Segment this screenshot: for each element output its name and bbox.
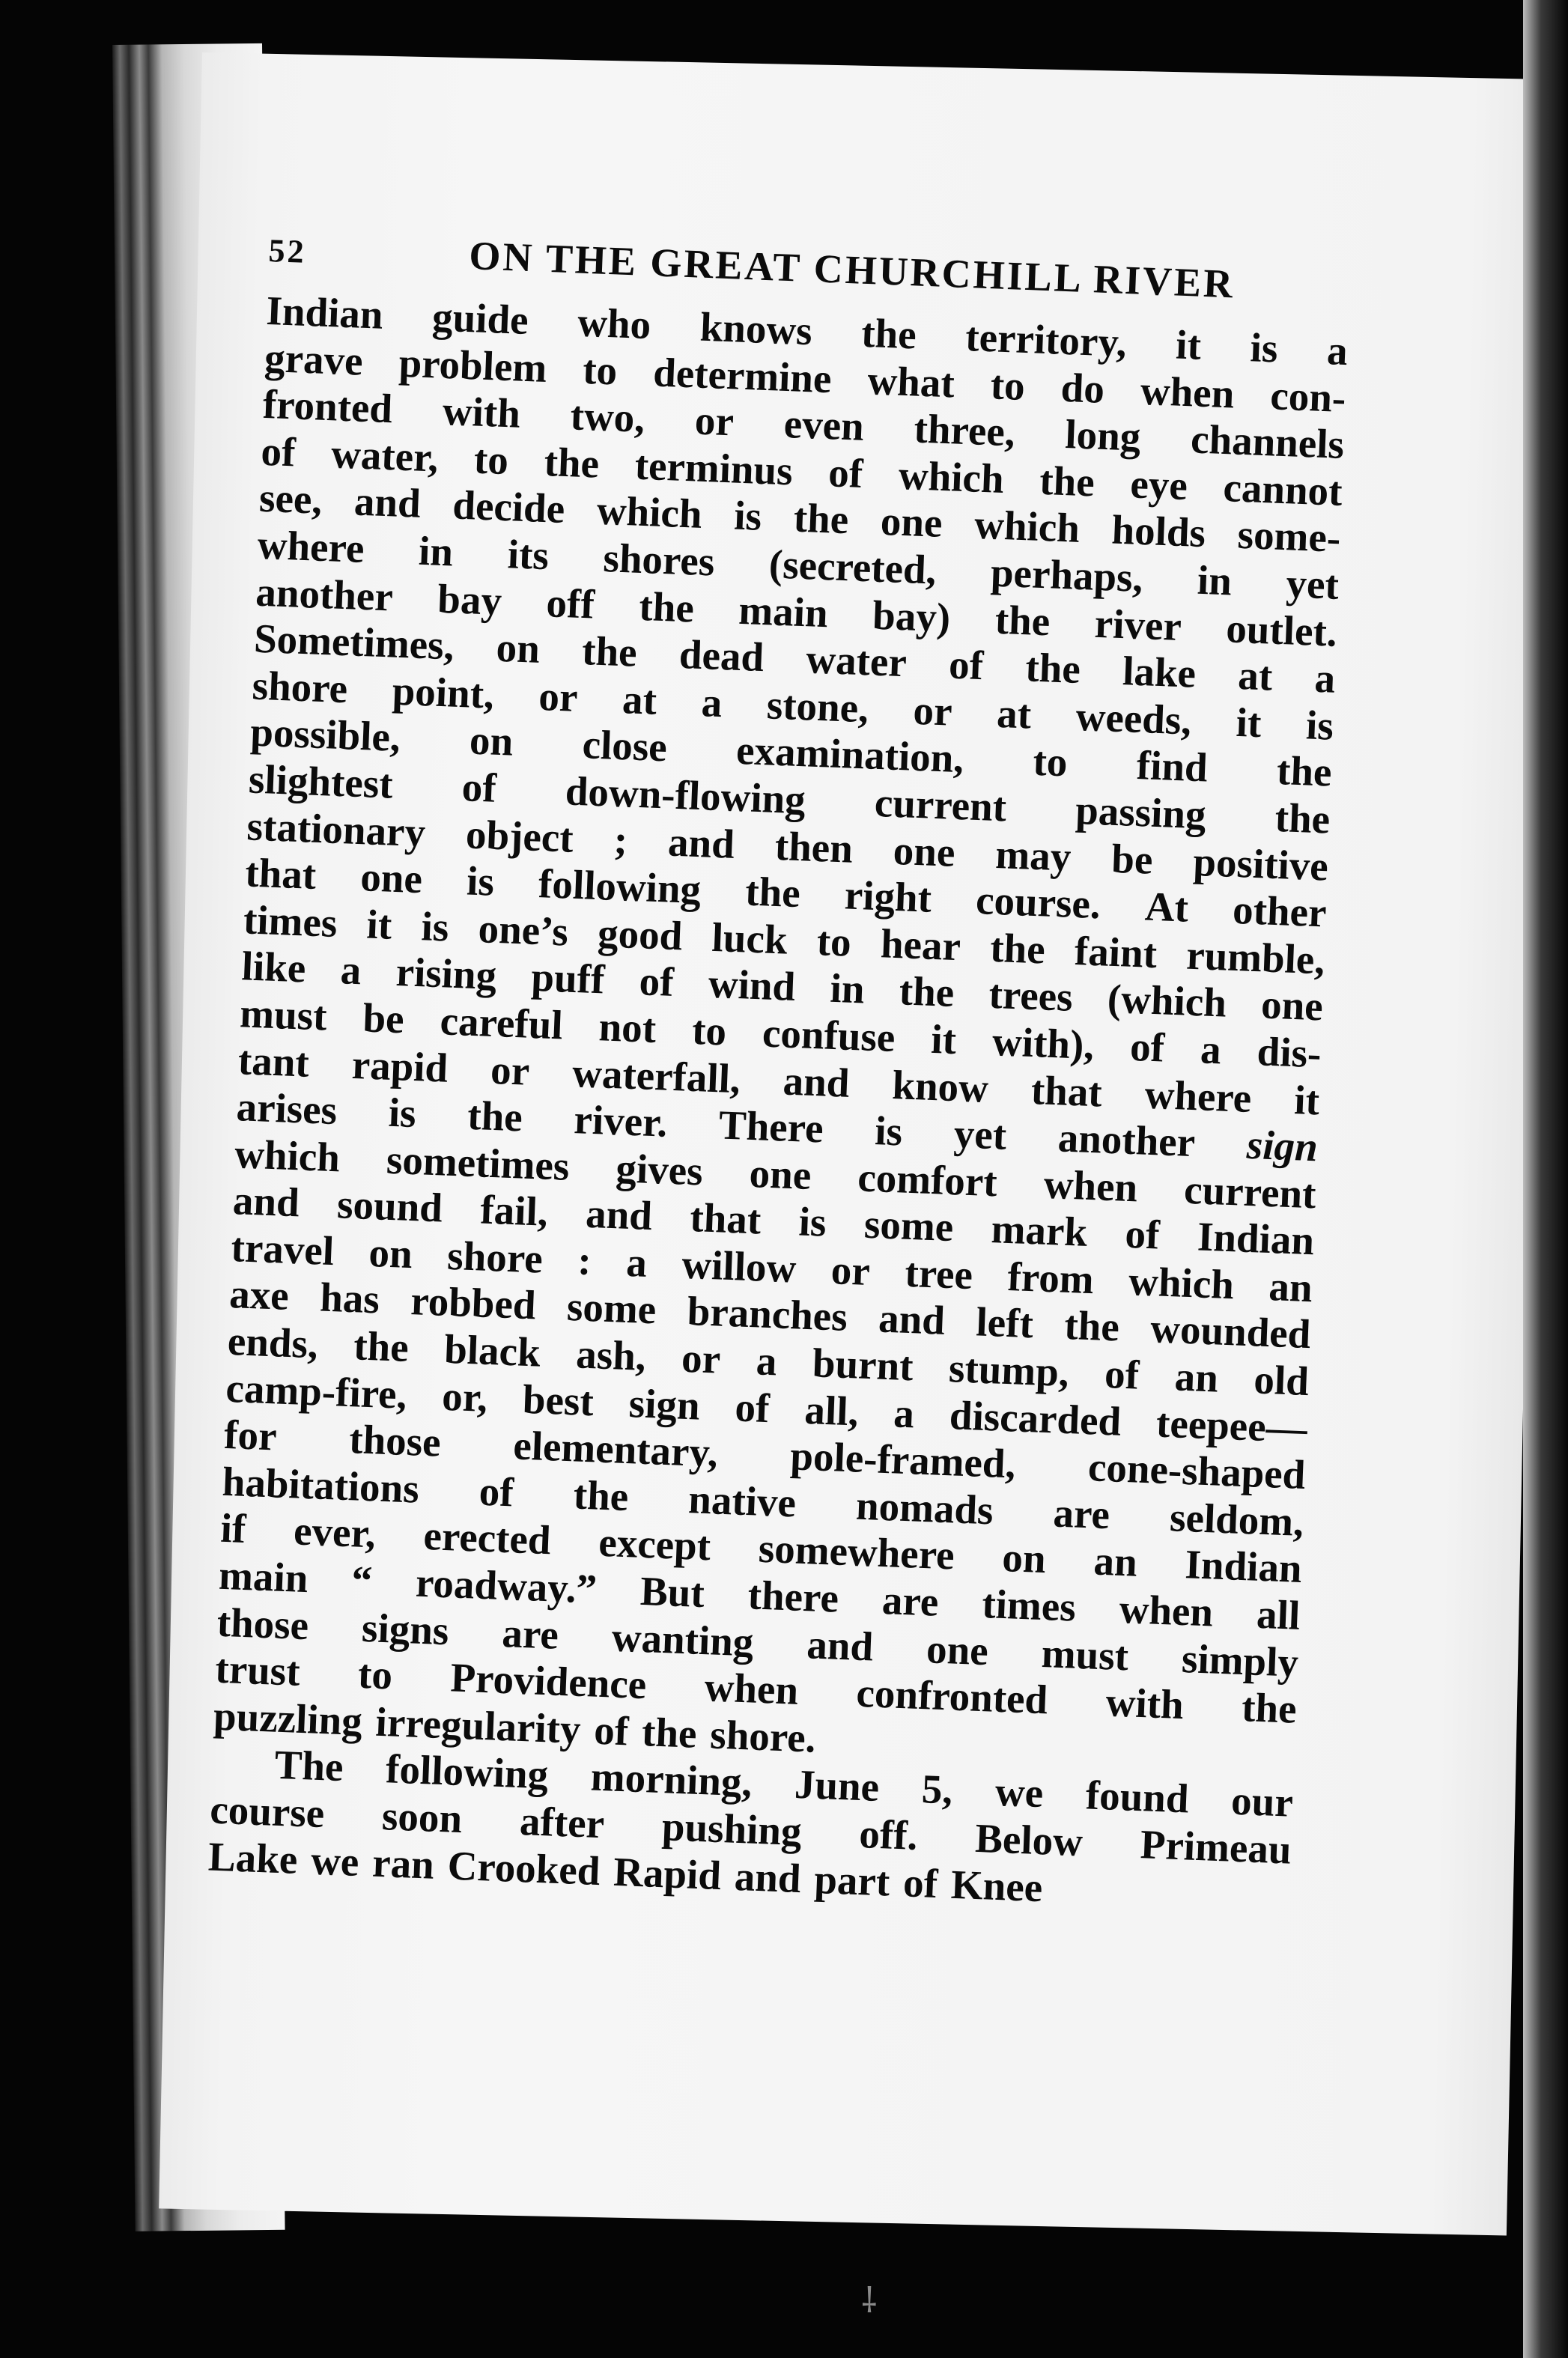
text-line: course soon after pushing off. Below Primeau (209, 1786, 1292, 1873)
text-line: camp-fire, or, best sign of all, a discarded teepee— (225, 1364, 1308, 1451)
text-line: like a rising puff of wind in the trees (which one (240, 943, 1324, 1030)
text-line: Sometimes, on the dead water of the lake at a (253, 615, 1337, 702)
text-line: The following morning, June 5, we found our (273, 1742, 1294, 1826)
body-text (207, 288, 1349, 1921)
text-line: stationary object ; and then one may be positive (246, 802, 1329, 890)
text-line: trust to Providence when confronted with the (214, 1645, 1298, 1733)
text-line: tant rapid or waterfall, and know that where it (237, 1036, 1321, 1123)
text-line: main “ roadway.” But there are times when all (218, 1552, 1301, 1638)
text-line: that one is following the right course. At other (244, 849, 1328, 936)
text-line: arises is the river. There is yet another sign (235, 1084, 1319, 1170)
page-text-block (207, 225, 1351, 1921)
page-fore-edge (1523, 0, 1568, 2358)
text-line: travel on shore : a willow or tree from which an (230, 1224, 1313, 1311)
text-line: of water, to the terminus of which the eye cannot (260, 428, 1343, 514)
scan-speck-mark: ⸸ (861, 2280, 878, 2321)
text-line: slightest of down-flowing current passing the (248, 756, 1331, 842)
text-line: which sometimes gives one comfort when current (234, 1130, 1317, 1218)
text-line: for those elementary, pole-framed, cone-shaped (223, 1412, 1307, 1498)
text-line: axe has robbed some branches and left the wounded (228, 1271, 1312, 1358)
text-line: another bay off the main bay) the river outlet. (255, 568, 1338, 655)
text-line: grave problem to determine what to do when con- (264, 334, 1347, 421)
page-number: 52 (267, 231, 307, 270)
text-line: Indian guide who knows the territory, it is a (265, 287, 1349, 374)
text-line: puzzling irregularity of the shore. (213, 1692, 817, 1761)
text-line: shore point, or at a stone, or at weeds, it is (251, 662, 1334, 749)
text-line: must be careful not to confuse it with), of a dis- (239, 990, 1322, 1077)
text-line: Lake we ran Crooked Rapid and part of Knee (207, 1833, 1044, 1910)
text-line: where in its shores (secreted, perhaps, in yet (256, 521, 1340, 608)
text-line: see, and decide which is the one which holds some- (258, 475, 1342, 562)
text-line: ends, the black ash, or a burnt stump, of an old (226, 1318, 1310, 1405)
text-line: times it is one’s good luck to hear the faint rumble, (243, 896, 1326, 983)
text-line: and sound fail, and that is some mark of Indian (231, 1177, 1316, 1264)
text-line: fronted with two, or even three, long channels (261, 381, 1346, 468)
running-title: ON THE GREAT CHURCHILL RIVER (468, 233, 1236, 307)
text-line: habitations of the native nomads are seldom, (221, 1458, 1305, 1545)
text-line: those signs are wanting and one must simply (216, 1599, 1300, 1686)
text-line: possible, on close examination, to find the (249, 708, 1333, 796)
text-line: if ever, erected except somewhere on an Indian (219, 1505, 1303, 1592)
